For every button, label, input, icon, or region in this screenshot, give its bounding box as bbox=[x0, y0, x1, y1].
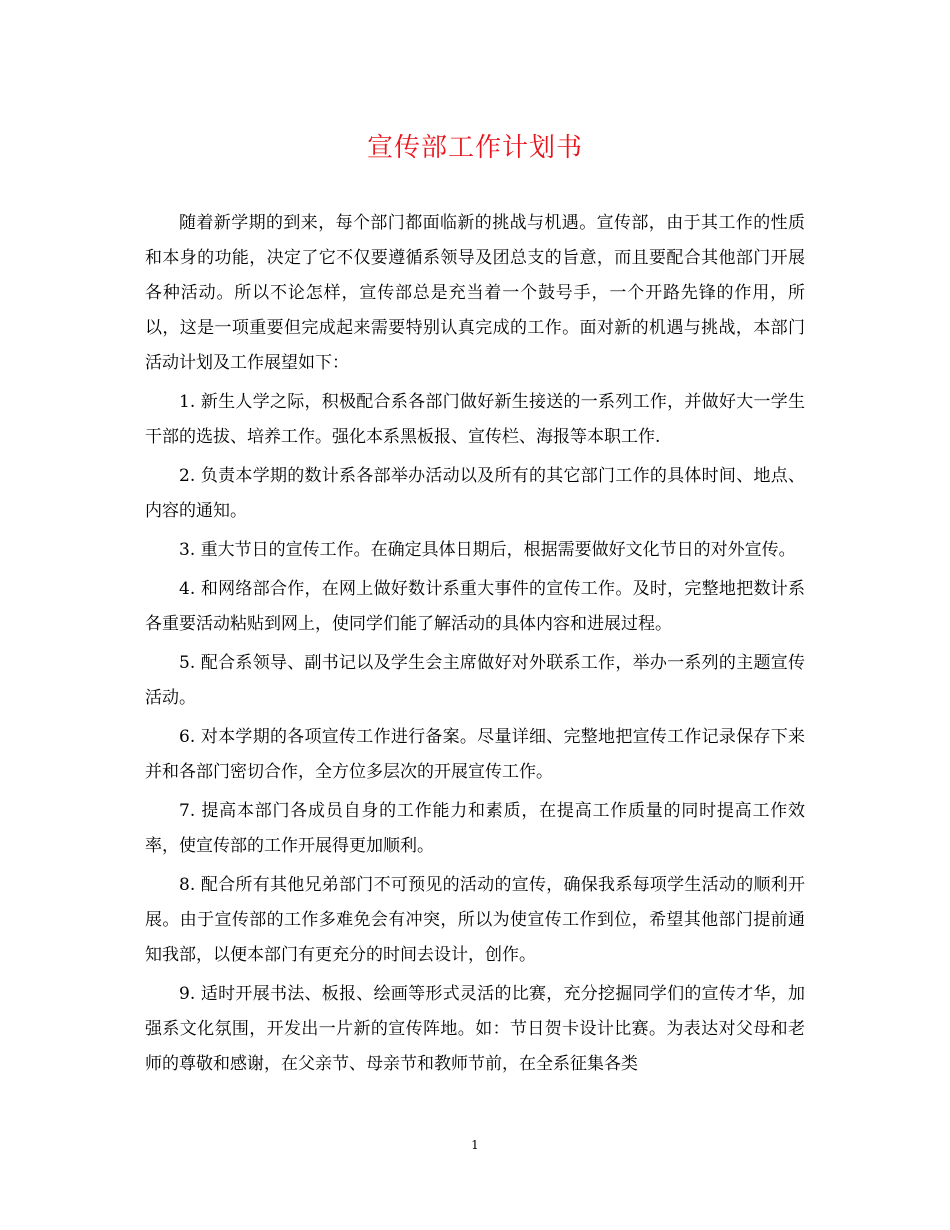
list-item-5: 5. 配合系领导、副书记以及学生会主席做好对外联系工作，举办一系列的主题宣传活动。 bbox=[145, 653, 805, 708]
document-body bbox=[145, 206, 805, 1082]
list-item-4: 4. 和网络部合作，在网上做好数计系重大事件的宣传工作。及时，完整地把数计系各重要活动粘贴到网上，使同学们能了解活动的具体内容和进展过程。 bbox=[145, 579, 805, 634]
list-item-9: 9. 适时开展书法、板报、绘画等形式灵活的比赛，充分挖掘同学们的宣传才华，加强系文化氛围，开发出一片新的宣传阵地。如：节日贺卡设计比赛。为表达对父母和老师的尊敬和感谢，在父亲节、母亲节和教师节前，在全系征集各类 bbox=[145, 984, 805, 1074]
list-item-3: 3. 重大节日的宣传工作。在确定具体日期后，根据需要做好文化节日的对外宣传。 bbox=[179, 540, 796, 560]
page-number: 1 bbox=[471, 1138, 479, 1152]
intro-paragraph: 随着新学期的到来，每个部门都面临新的挑战与机遇。宣传部，由于其工作的性质和本身的功能，决定了它不仅要遵循系领导及团总支的旨意，而且要配合其他部门开展各种活动。所以不论怎样，宣传部总是充当着一个鼓号手，一个开路先锋的作用，所以，这是一项重要但完成起来需要特别认真完成的工作。面对新的机遇与挑战，本部门活动计划及工作展望如下： bbox=[145, 213, 805, 373]
document-title: 宣传部工作计划书 bbox=[366, 133, 583, 163]
list-item-1: 1. 新生人学之际，积极配合系各部门做好新生接送的一系列工作，并做好大一学生干部的选拔、培养工作。强化本系黑板报、宣传栏、海报等本职工作. bbox=[145, 392, 805, 447]
list-item-2: 2. 负责本学期的数计系各部举办活动以及所有的其它部门工作的具体时间、地点、内容的通知。 bbox=[145, 466, 805, 521]
list-item-7: 7. 提高本部门各成员自身的工作能力和素质，在提高工作质量的同时提高工作效率，使宣传部的工作开展得更加顺利。 bbox=[145, 801, 805, 856]
list-item-8: 8. 配合所有其他兄弟部门不可预见的活动的宣传，确保我系每项学生活动的顺利开展。由于宣传部的工作多难免会有冲突，所以为使宣传工作到位，希望其他部门提前通知我部，以便本部门有更充分的时间去设计，创作。 bbox=[145, 875, 805, 965]
list-item-6: 6. 对本学期的各项宣传工作进行备案。尽量详细、完整地把宣传工作记录保存下来并和各部门密切合作，全方位多层次的开展宣传工作。 bbox=[145, 727, 805, 782]
